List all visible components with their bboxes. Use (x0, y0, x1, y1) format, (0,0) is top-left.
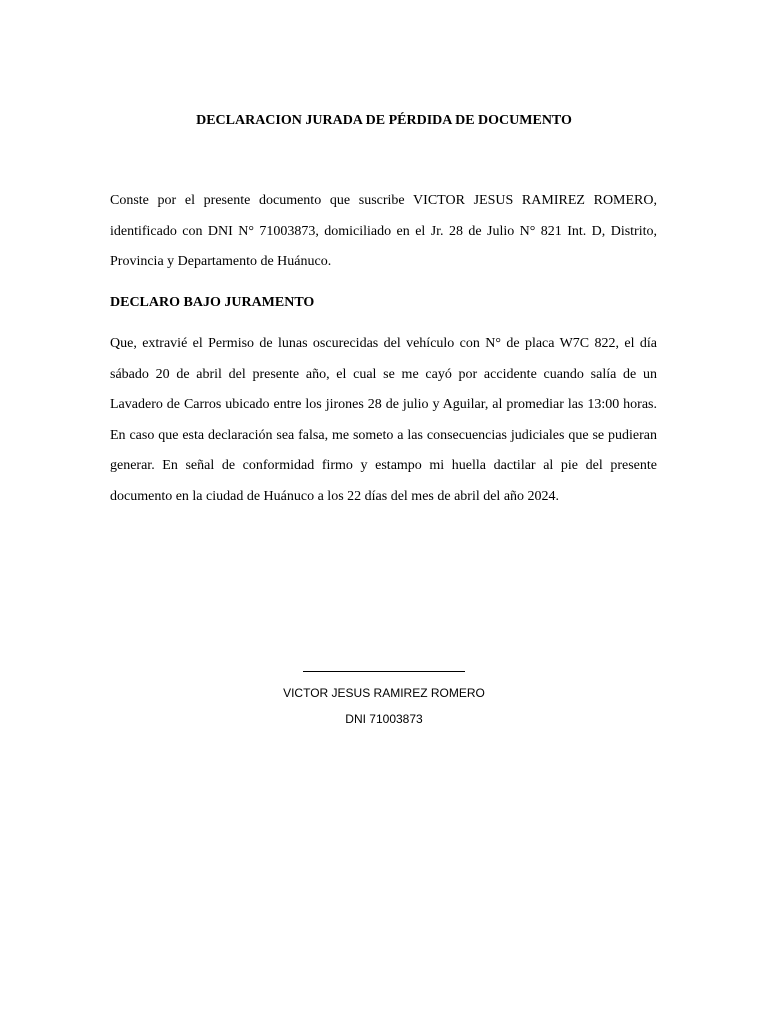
declaration-paragraph: Que, extravié el Permiso de lunas oscurecidas del vehículo con N° de placa W7C 822, el día sábado 20 de abril del presente año, el cual se me cayó por accidente cuando salía de un Lavadero de Carros ubicado entre los jirones 28 de julio y Aguilar, al promediar las 13:00 horas. En caso que esta declaración sea falsa, me someto a las consecuencias judiciales que se pudieran generar. En señal de conformidad firmo y estampo mi huella dactilar al pie del presente documento en la ciudad de Huánuco a los 22 días del mes de abril del año 2024. (110, 336, 657, 504)
intro-paragraph: Conste por el presente documento que suscribe VICTOR JESUS RAMIREZ ROMERO, identificado con DNI N° 71003873, domiciliado en el Jr. 28 de Julio N° 821 Int. D, Distrito, Provincia y Departamento de Huánuco. (110, 193, 657, 270)
document-title: DECLARACION JURADA DE PÉRDIDA DE DOCUMENTO (196, 113, 572, 128)
signature-line (303, 671, 465, 672)
signatory-dni: DNI 71003873 (345, 712, 423, 726)
declaration-heading: DECLARO BAJO JURAMENTO (110, 295, 315, 310)
signatory-name: VICTOR JESUS RAMIREZ ROMERO (283, 686, 485, 700)
